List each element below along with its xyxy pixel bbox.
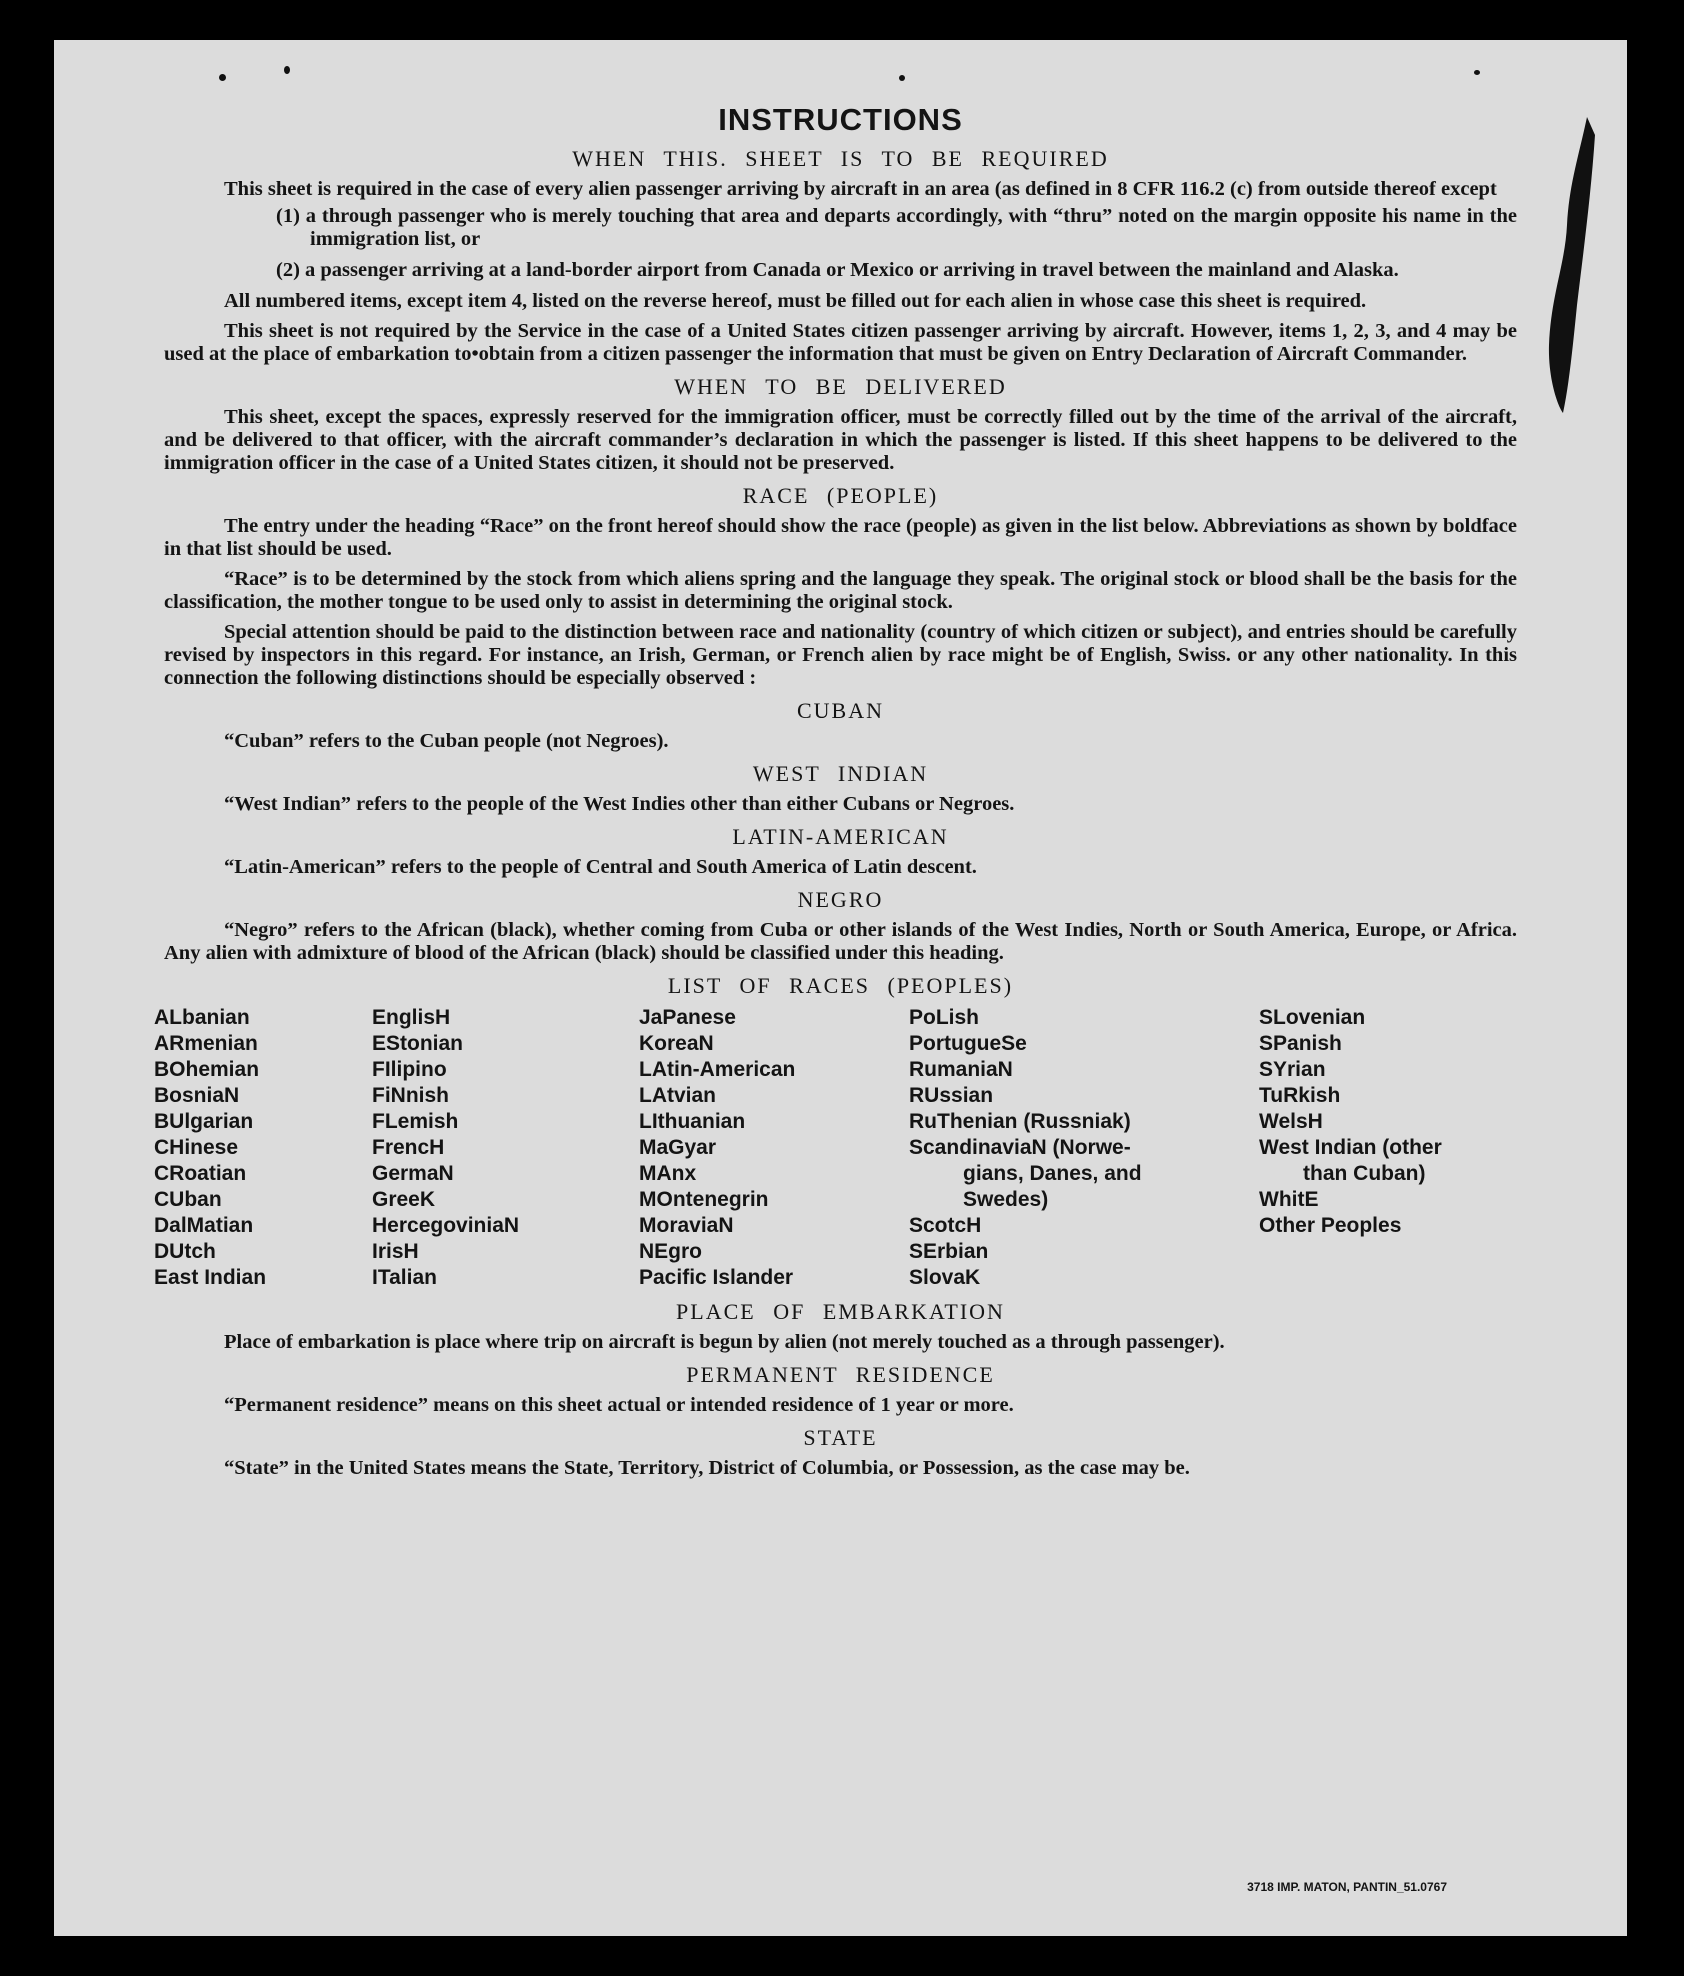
paragraph: All numbered items, except item 4, listed on the reverse hereof, must be filled out for each alien in whose case this sheet is required. (224, 290, 1367, 312)
paragraph: “Permanent residence” means on this sheet actual or intended residence of 1 year or more. (224, 1394, 1014, 1416)
race-entry: WelsH (1259, 1110, 1323, 1133)
race-entry: RuThenian (Russniak) (909, 1110, 1131, 1133)
race-entry: TuRkish (1259, 1084, 1341, 1107)
paragraph: “Negro” refers to the African (black), whether coming from Cuba or other islands of the West Indies, North or South America, Europe, or Africa. Any alien with admixture of blood of the African (black) should be classified under this heading. (164, 919, 1517, 964)
page-title: INSTRUCTIONS (718, 102, 963, 137)
race-entry: CUban (154, 1188, 222, 1211)
race-entry: FIlipino (372, 1058, 447, 1081)
race-entry: NEgro (639, 1240, 702, 1263)
race-entry: IrisH (372, 1240, 419, 1263)
race-entry: PortugueSe (909, 1032, 1027, 1055)
race-entry: Pacific Islander (639, 1266, 794, 1289)
race-entry: SPanish (1259, 1032, 1342, 1055)
race-column-2 (372, 1005, 639, 1291)
heading-when-delivered: WHEN TO BE DELIVERED (674, 374, 1007, 399)
race-column-4 (909, 1005, 1259, 1291)
heading-list-of-races: LIST OF RACES (PEOPLES) (667, 973, 1014, 998)
race-entry: ScotcH (909, 1214, 982, 1237)
race-entry: SLovenian (1259, 1006, 1366, 1029)
heading-when-required: WHEN THIS. SHEET IS TO BE REQUIRED (572, 146, 1109, 171)
paragraph: This sheet is not required by the Service in the case of a United States citizen passenger arriving by aircraft. However, items 1, 2, 3, and 4 may be used at the place of embarkation to•obtain from a citizen passenger the information that must be given on Entry Declaration of Aircraft Commander. (164, 320, 1517, 365)
speck (284, 66, 290, 74)
race-entry: DUtch (154, 1240, 216, 1263)
race-entry: DalMatian (154, 1214, 254, 1237)
paragraph: Special attention should be paid to the distinction between race and nationality (country of which citizen or subject), and entries should be carefully revised by inspectors in this regard. For instance, an Irish, German, or French alien by race might be of English, Swiss. or any other nationality. In this connection the following distinctions should be especially observed : (164, 621, 1517, 689)
race-list (154, 1005, 1517, 1291)
race-column-5 (1259, 1005, 1469, 1291)
race-entry: LAtvian (639, 1084, 717, 1107)
race-entry: ScandinaviaN (Norwe- (909, 1136, 1131, 1159)
heading-negro: NEGRO (797, 887, 884, 912)
heading-place-of-embarkation: PLACE OF EMBARKATION (676, 1299, 1005, 1324)
heading-permanent-residence: PERMANENT RESIDENCE (686, 1362, 995, 1387)
paragraph: This sheet is required in the case of every alien passenger arriving by aircraft in an area (as defined in 8 CFR 116.2 (c) from outside thereof except (224, 178, 1497, 200)
paragraph: “State” in the United States means the State, Territory, District of Columbia, or Possession, as the case may be. (224, 1457, 1190, 1479)
heading-race: RACE (PEOPLE) (742, 483, 939, 508)
heading-cuban: CUBAN (796, 698, 884, 723)
paragraph: “West Indian” refers to the people of the West Indies other than either Cubans or Negroes. (224, 793, 1015, 815)
race-entry: MaGyar (639, 1136, 717, 1159)
speck (899, 75, 905, 81)
race-entry: BOhemian (154, 1058, 260, 1081)
race-entry: HercegoviniaN (372, 1214, 520, 1237)
race-entry: SYrian (1259, 1058, 1326, 1081)
race-entry: LIthuanian (639, 1110, 746, 1133)
paragraph: Place of embarkation is place where trip on aircraft is begun by alien (not merely touched as a through passenger). (224, 1331, 1225, 1353)
race-entry: BosniaN (154, 1084, 240, 1107)
race-entry: CRoatian (154, 1162, 247, 1185)
race-entry: EnglisH (372, 1006, 451, 1029)
exception-item: (1) a through passenger who is merely touching that area and departs accordingly, with “thru” noted on the margin opposite his name in the immigration list, or (276, 205, 1517, 250)
speck (219, 74, 226, 81)
race-entry: GermaN (372, 1162, 454, 1185)
race-entry: than Cuban) (1303, 1162, 1426, 1185)
printer-imprint: 3718 IMP. MATON, PANTIN_51.0767 (1247, 1880, 1447, 1894)
race-entry: RumaniaN (909, 1058, 1013, 1081)
race-entry: GreeK (372, 1188, 436, 1211)
heading-latin-american: LATIN-AMERICAN (732, 824, 949, 849)
race-entry: East Indian (154, 1266, 267, 1289)
race-entry: FiNnish (372, 1084, 449, 1107)
race-entry: KoreaN (639, 1032, 714, 1055)
paragraph: The entry under the heading “Race” on the front hereof should show the race (people) as given in the list below. Abbreviations as shown by boldface in that list should be used. (164, 515, 1517, 560)
race-entry: gians, Danes, and (963, 1162, 1142, 1185)
exception-list (164, 205, 1517, 282)
race-entry: JaPanese (639, 1006, 736, 1029)
race-entry: MAnx (639, 1162, 697, 1185)
race-entry: MoraviaN (639, 1214, 734, 1237)
race-entry: ARmenian (154, 1032, 258, 1055)
paragraph: “Cuban” refers to the Cuban people (not Negroes). (224, 730, 669, 752)
race-entry: RUssian (909, 1084, 994, 1107)
race-entry: FrencH (372, 1136, 445, 1159)
speck (1474, 70, 1480, 75)
race-entry: Other Peoples (1259, 1214, 1402, 1237)
paragraph: This sheet, except the spaces, expressly reserved for the immigration officer, must be correctly filled out by the time of the arrival of the aircraft, and be delivered to that officer, with the aircraft commander’s declaration in which the passenger is listed. If this sheet happens to be delivered to the immigration officer in the case of a United States citizen, it should not be preserved. (164, 406, 1517, 474)
heading-state: STATE (803, 1425, 878, 1450)
race-entry: PoLish (909, 1006, 980, 1029)
document-sheet (54, 40, 1627, 1936)
race-entry: FLemish (372, 1110, 459, 1133)
race-entry: MOntenegrin (639, 1188, 769, 1211)
race-entry: LAtin-American (639, 1058, 796, 1081)
race-entry: ITalian (372, 1266, 437, 1289)
exception-item: (2) a passenger arriving at a land-border airport from Canada or Mexico or arriving in travel between the mainland and Alaska. (276, 259, 1399, 281)
race-entry: Swedes) (963, 1188, 1049, 1211)
race-entry: SlovaK (909, 1266, 981, 1289)
race-entry: ALbanian (154, 1006, 250, 1029)
race-entry: CHinese (154, 1136, 239, 1159)
race-column-3 (639, 1005, 909, 1291)
heading-west-indian: WEST INDIAN (752, 761, 929, 786)
ink-smudge (1539, 115, 1597, 415)
race-entry: BUlgarian (154, 1110, 254, 1133)
race-entry: WhitE (1259, 1188, 1319, 1211)
race-entry: SErbian (909, 1240, 989, 1263)
race-column-1 (154, 1005, 372, 1291)
paragraph: “Latin-American” refers to the people of Central and South America of Latin descent. (224, 856, 977, 878)
paragraph: “Race” is to be determined by the stock from which aliens spring and the language they speak. The original stock or blood shall be the basis for the classification, the mother tongue to be used only to assist in determining the original stock. (164, 568, 1517, 613)
race-entry: West Indian (other (1259, 1136, 1442, 1159)
race-entry: EStonian (372, 1032, 464, 1055)
